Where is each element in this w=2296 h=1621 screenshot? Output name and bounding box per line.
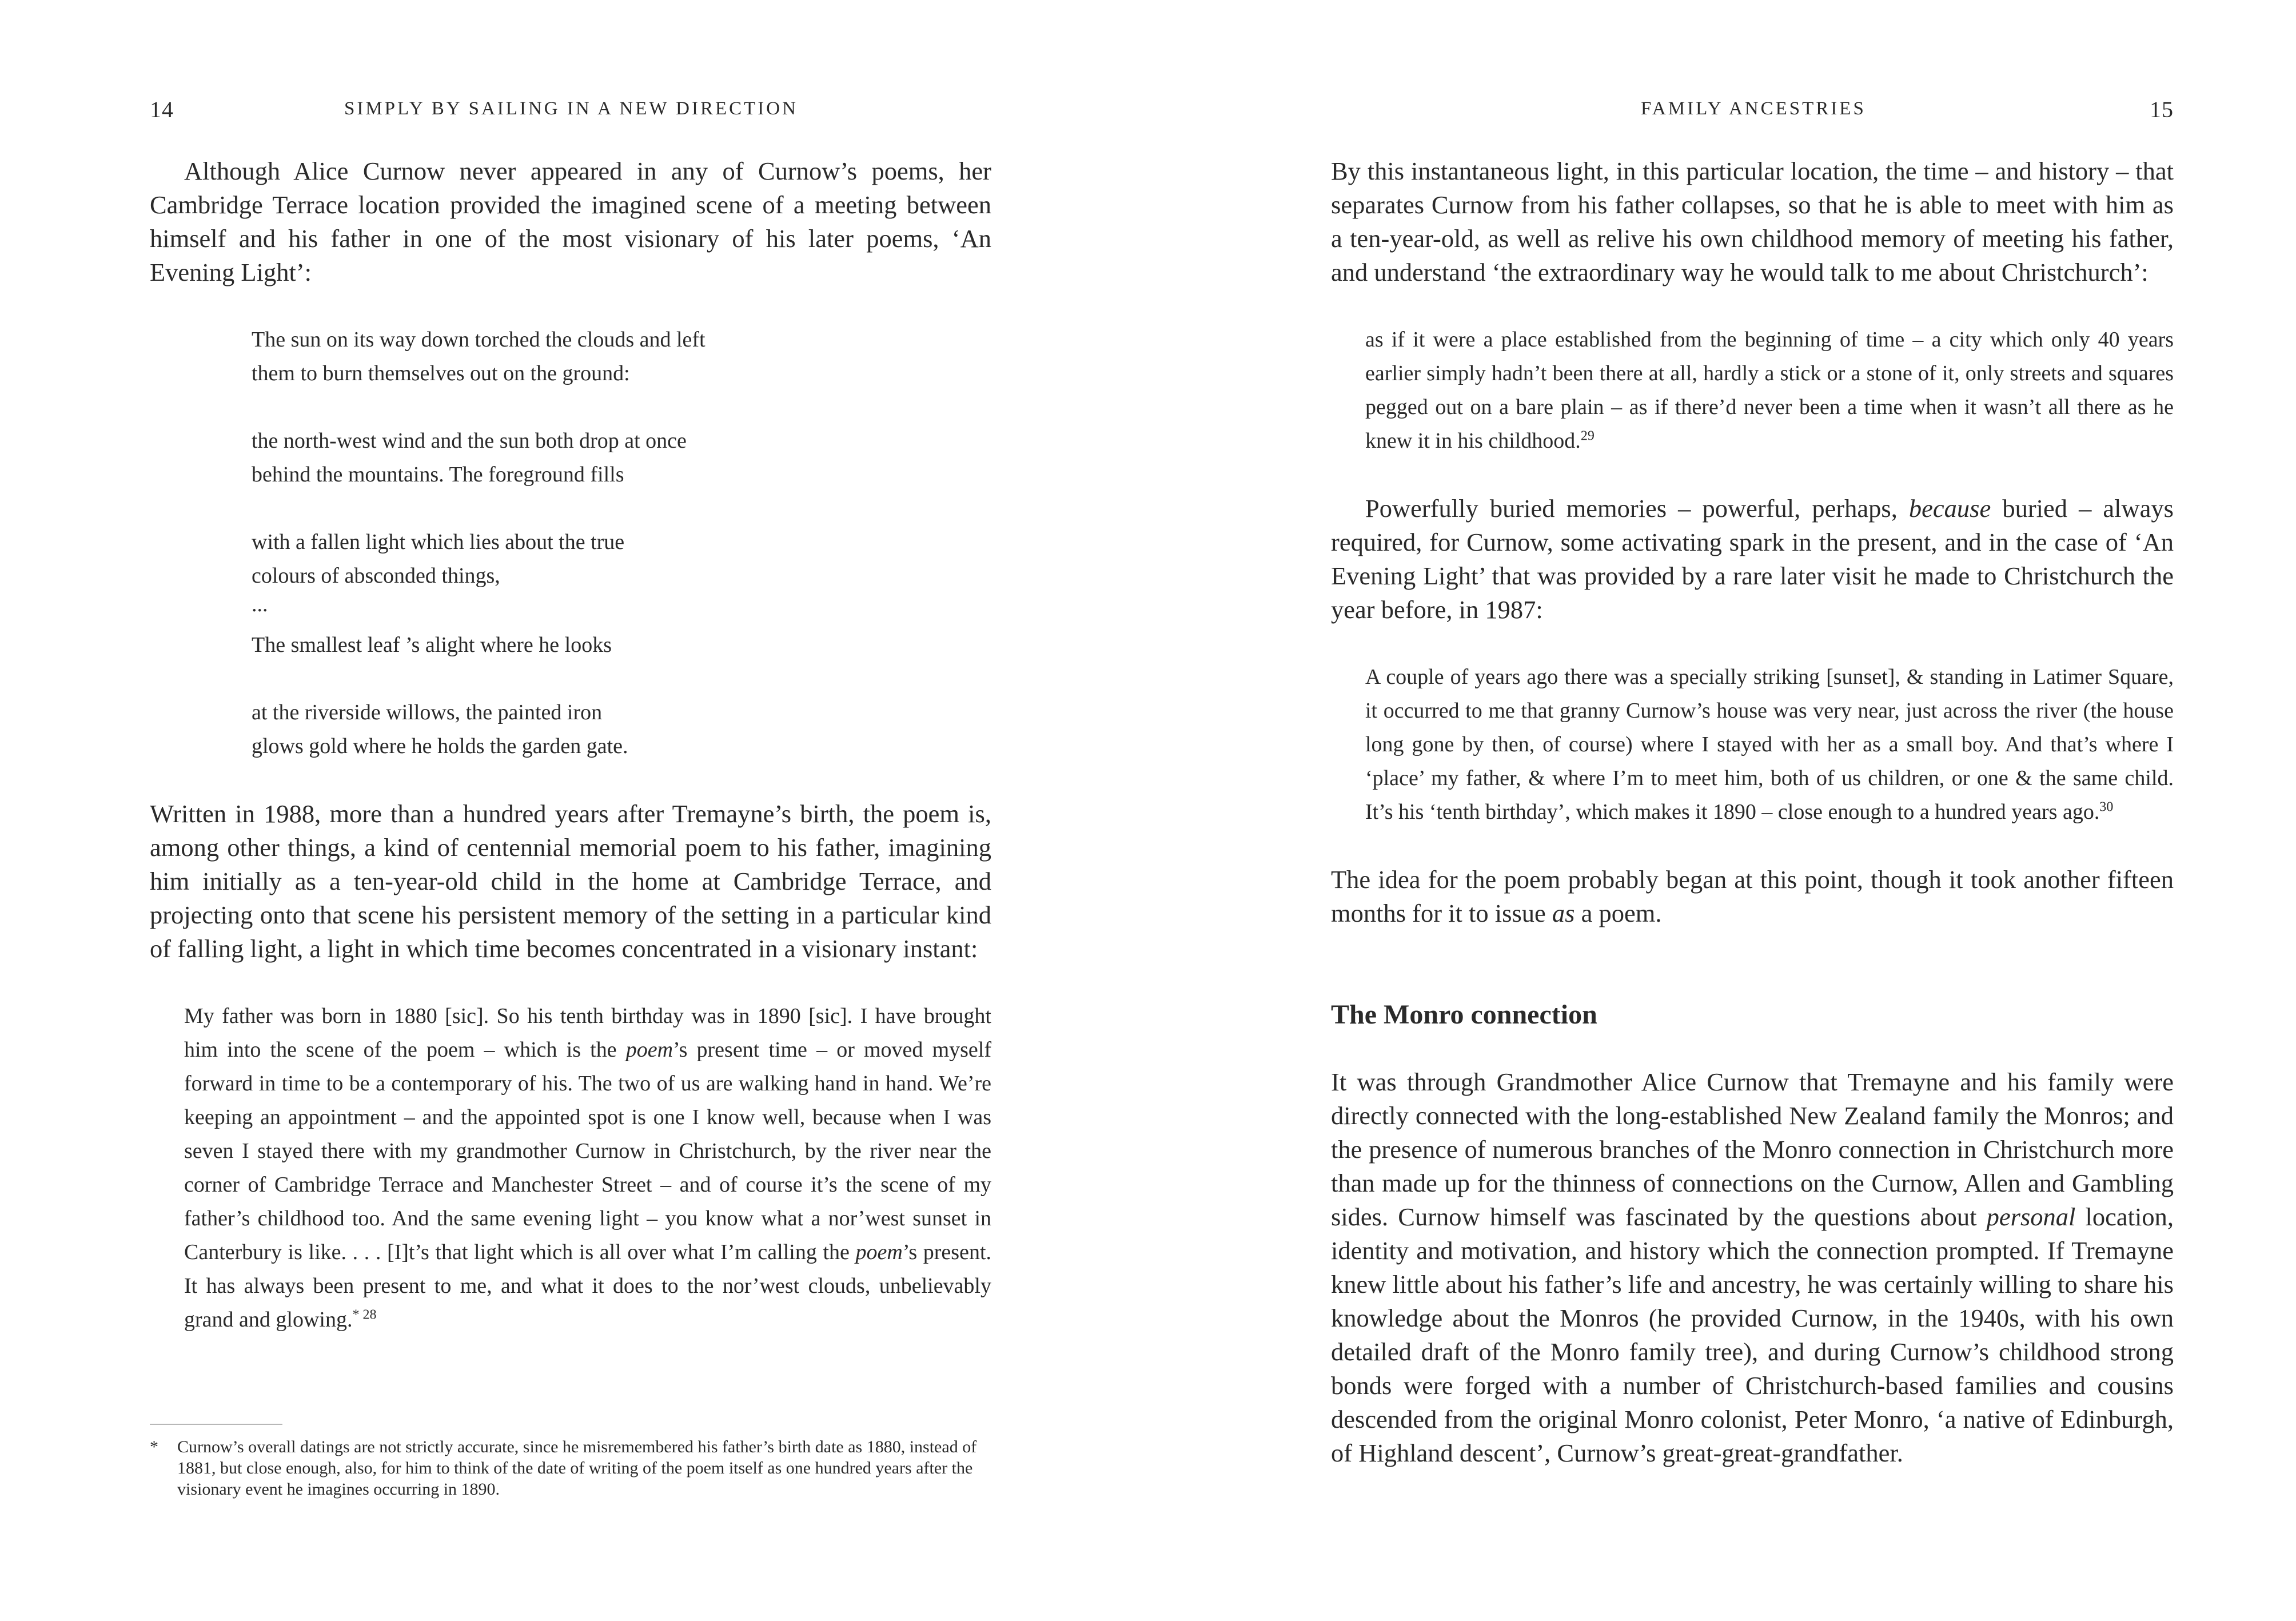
paragraph-emphasis: personal	[1986, 1202, 2076, 1231]
footnote-mark: *	[150, 1437, 158, 1456]
running-head: FAMILY ANCESTRIES	[1641, 98, 1866, 119]
stanza	[252, 323, 991, 391]
verse-line: The smallest leaf ’s alight where he looks	[252, 633, 612, 657]
page-number: 15	[2150, 97, 2174, 122]
verse-line: glows gold where he holds the garden gate.	[252, 734, 628, 758]
block-quote	[1331, 323, 2174, 458]
quote-text: ’s present. It has always been present to me, and what it does to the nor’west clouds, unbelievably grand and glowing.	[184, 1240, 992, 1332]
paragraph-text: The idea for the poem probably began at this point, though it took another fifteen months for it to issue	[1331, 865, 2174, 927]
block-quote	[1331, 660, 2174, 829]
stanza	[252, 424, 991, 492]
paragraph-emphasis: because	[1908, 494, 1991, 523]
section-heading: The Monro connection	[1331, 999, 1597, 1030]
paragraph-text: It was through Grandmother Alice Curnow that Tremayne and his family were directly connected with the long-established New Zealand family the Monros; and the presence of numerous branches of the Monro connection in Christchurch more than made up for the thinness of connections on the Curnow, Allen and Gambling sides. Curnow himself was fascinated by the questions about	[1331, 1068, 2174, 1231]
footnote	[150, 1436, 991, 1500]
paragraph-text: a poem.	[1574, 899, 1662, 927]
verse-line: them to burn themselves out on the ground:	[252, 361, 630, 385]
footnote-rule	[150, 1424, 282, 1425]
note-reference[interactable]: * 28	[352, 1307, 377, 1323]
paragraph	[1331, 492, 2174, 627]
stanza	[252, 525, 991, 616]
verse-extract	[150, 323, 991, 763]
quote-emphasis: poem	[625, 1038, 673, 1062]
verse-ellipsis: ...	[252, 592, 268, 616]
verse-line: colours of absconded things,	[252, 564, 500, 588]
verse-line: with a fallen light which lies about the true	[252, 530, 625, 554]
paragraph-text: buried – always required, for Curnow, some activating spark in the present, and in the case of ‘An Evening Light’ that was provided by a rare later visit he made to Christchurch the year before, in 1987:	[1331, 494, 2174, 624]
paragraph	[1331, 1065, 2174, 1470]
quote-text: ’s present time – or moved myself forward in time to be a contemporary of his. The two of us are walking hand in hand. We’re keeping an appointment – and the appointed spot is one I know well, because when I was seven I stayed there with my grandmother Curnow in Christchurch, by the river near the corner of Cambridge Terrace and Manchester Street – and of course it’s the scene of my father’s childhood too. And the same evening light – you know what a nor’west sunset in Canterbury is like. . . . [I]t’s that light which is all over what I’m calling the	[184, 1038, 991, 1264]
paragraph: By this instantaneous light, in this particular location, the time – and history – that separates Curnow from his father collapses, so that he is able to meet with him as a ten-year-old, as well as relive his own childhood memory of meeting his father, and understand ‘the extraordinary way he would talk to me about Christchurch’:	[1331, 157, 2174, 286]
quote-text: My father was born in 1880 [sic]. So his tenth birthday was in 1890 [sic]. I have brought him into the scene of the poem – which is the	[184, 1004, 991, 1062]
text-column	[150, 154, 991, 1337]
quote-text: A couple of years ago there was a specially striking [sunset], & standing in Latimer Square, it occurred to me that granny Curnow’s house was very near, just across the river (the house long gone by then, of course) where I stayed with her as a small boy. And that’s where I ‘place’ my father, & where I’m to meet him, both of us children, or one & the same child. It’s his ‘tenth birthday’, which makes it 1890 – close enough to a hundred years ago.	[1365, 665, 2174, 824]
quote-text: as if it were a place established from the beginning of time – a city which only 40 years earlier simply hadn’t been there at all, hardly a stick or a stone of it, only streets and squares pegged out on a bare plain – as if there’d never been a time when it wasn’t all there as he knew it in his childhood.	[1365, 328, 2174, 453]
page-number: 14	[150, 97, 174, 122]
verse-line: at the riverside willows, the painted iron	[252, 700, 603, 724]
paragraph-text: location, identity and motivation, and history which the connection prompted. If Tremayne knew little about his father’s life and ancestry, he was certainly willing to share his knowledge about the Monros (he provided Curnow, in the 1940s, with his own detailed draft of the Monro family tree), and during Curnow’s childhood strong bonds were forged with a number of Christchurch-based families and cousins descended from the original Monro colonist, Peter Monro, ‘a native of Edinburgh, of Highland descent’, Curnow’s great-great-grandfather.	[1331, 1202, 2174, 1467]
paragraph-emphasis: as	[1552, 899, 1575, 927]
paragraph: Although Alice Curnow never appeared in any of Curnow’s poems, her Cambridge Terrace location provided the imagined scene of a meeting between himself and his father in one of the most visionary of his later poems, ‘An Evening Light’:	[150, 157, 991, 286]
running-head: SIMPLY BY SAILING IN A NEW DIRECTION	[344, 98, 798, 119]
verse-line: The sun on its way down torched the clouds and left	[252, 328, 705, 352]
footnote-text: Curnow’s overall datings are not strictly accurate, since he misremembered his father’s birth date as 1880, instead of 1881, but close enough, also, for him to think of the date of writing of the poem itself as one hundred years after the visionary event he imagines occurring in 1890.	[177, 1437, 977, 1499]
quote-emphasis: poem	[855, 1240, 903, 1264]
verse-line: the north-west wind and the sun both drop at once	[252, 429, 687, 453]
right-page	[1148, 0, 2296, 1621]
paragraph: Written in 1988, more than a hundred years after Tremayne’s birth, the poem is, among other things, a kind of centennial memorial poem to his father, imagining him initially as a ten-year-old child in the home at Cambridge Terrace, and projecting onto that scene his persistent memory of the setting in a particular kind of falling light, a light in which time becomes concentrated in a visionary instant:	[150, 799, 991, 963]
stanza	[252, 628, 991, 662]
text-column	[1331, 154, 2174, 1470]
verse-line: behind the mountains. The foreground fills	[252, 463, 624, 487]
note-reference[interactable]: 29	[1580, 428, 1595, 444]
paragraph-text: Powerfully buried memories – powerful, perhaps,	[1365, 494, 1909, 523]
block-quote	[150, 999, 991, 1337]
stanza	[252, 696, 991, 763]
paragraph	[1331, 863, 2174, 930]
note-reference[interactable]: 30	[2099, 799, 2114, 815]
